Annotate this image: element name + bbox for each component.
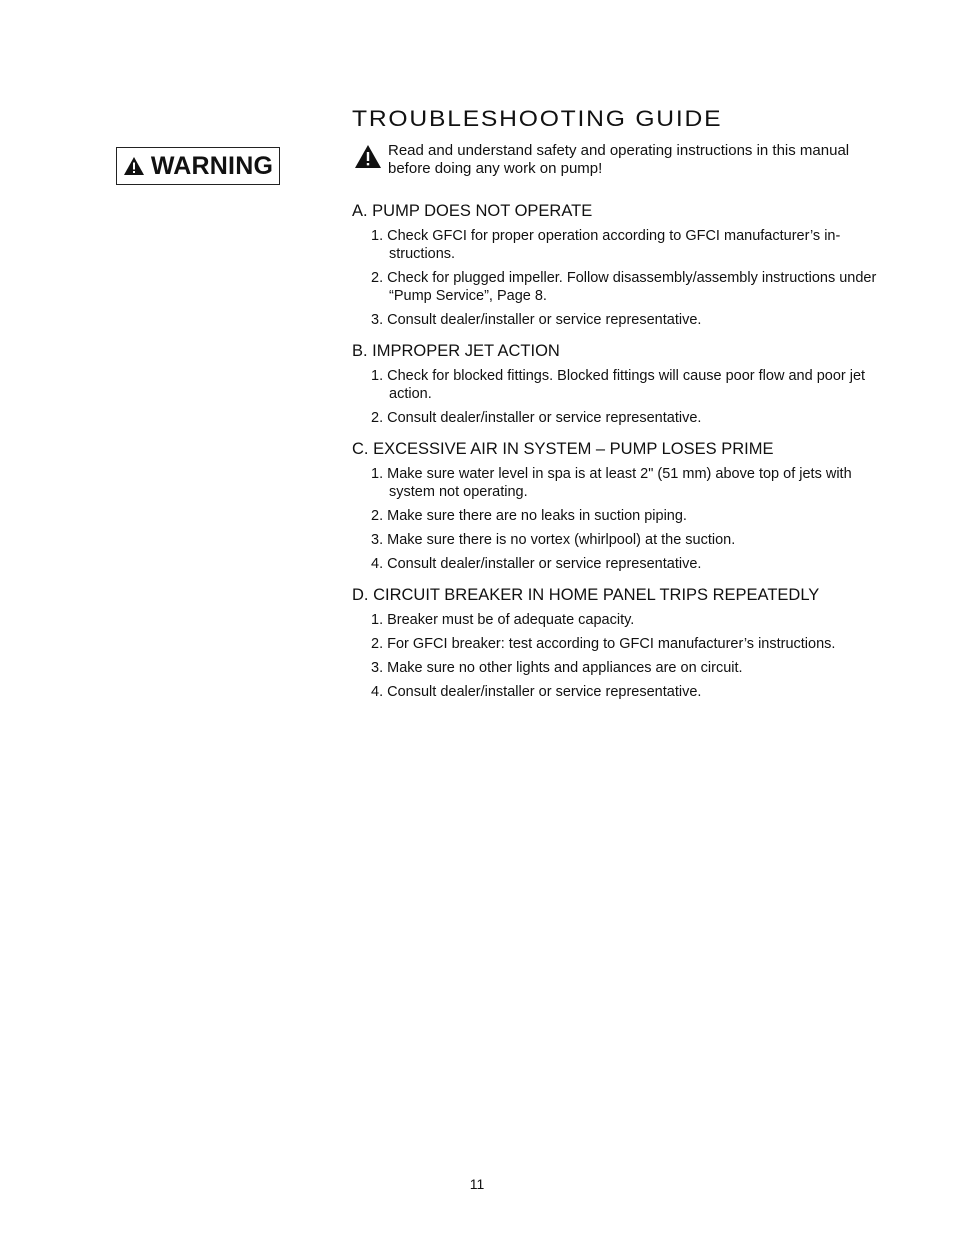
section-heading: D. CIRCUIT BREAKER IN HOME PANEL TRIPS REPEATEDLY: [352, 586, 820, 604]
list-item: 4. Consult dealer/installer or service representative.: [371, 684, 702, 700]
list-item: 2. Check for plugged impeller. Follow disassembly/assembly instructions under “Pump Service”, Page 8.: [371, 270, 877, 304]
section-heading: B. IMPROPER JET ACTION: [352, 342, 560, 360]
list-item: 3. Make sure no other lights and appliances are on circuit.: [371, 660, 743, 676]
warning-box: [116, 147, 280, 185]
warning-triangle-icon: [123, 156, 145, 176]
section-pump-does-not-operate: [352, 201, 884, 329]
list-item: 1. Breaker must be of adequate capacity.: [371, 612, 635, 628]
list-item: 2. Consult dealer/installer or service representative.: [371, 410, 702, 426]
list-item: 1. Check GFCI for proper operation according to GFCI manufacturer’s in-structions.: [371, 228, 841, 262]
page-title: TROUBLESHOOTING GUIDE: [352, 106, 723, 131]
warning-triangle-icon: [354, 144, 382, 169]
page-number: 11: [469, 1176, 485, 1192]
section-excessive-air: [352, 439, 884, 573]
warning-note-text: Read and understand safety and operating instructions in this manual before doing any work on pump!: [388, 142, 850, 177]
list-item: 3. Make sure there is no vortex (whirlpool) at the suction.: [371, 532, 736, 548]
list-item: 3. Consult dealer/installer or service representative.: [371, 312, 702, 328]
section-heading: A. PUMP DOES NOT OPERATE: [352, 202, 593, 220]
troubleshooting-content: [352, 201, 884, 713]
list-item: 1. Make sure water level in spa is at least 2" (51 mm) above top of jets with system not operating.: [371, 466, 852, 500]
section-circuit-breaker: [352, 585, 884, 701]
list-item: 4. Consult dealer/installer or service representative.: [371, 556, 702, 572]
list-item: 2. For GFCI breaker: test according to GFCI manufacturer’s instructions.: [371, 636, 836, 652]
section-improper-jet-action: [352, 341, 884, 427]
list-item: 1. Check for blocked fittings. Blocked fittings will cause poor flow and poor jet action.: [371, 368, 866, 402]
section-heading: C. EXCESSIVE AIR IN SYSTEM – PUMP LOSES PRIME: [352, 440, 774, 458]
warning-note: [354, 142, 884, 178]
list-item: 2. Make sure there are no leaks in suction piping.: [371, 508, 687, 524]
warning-label: WARNING: [150, 151, 274, 180]
